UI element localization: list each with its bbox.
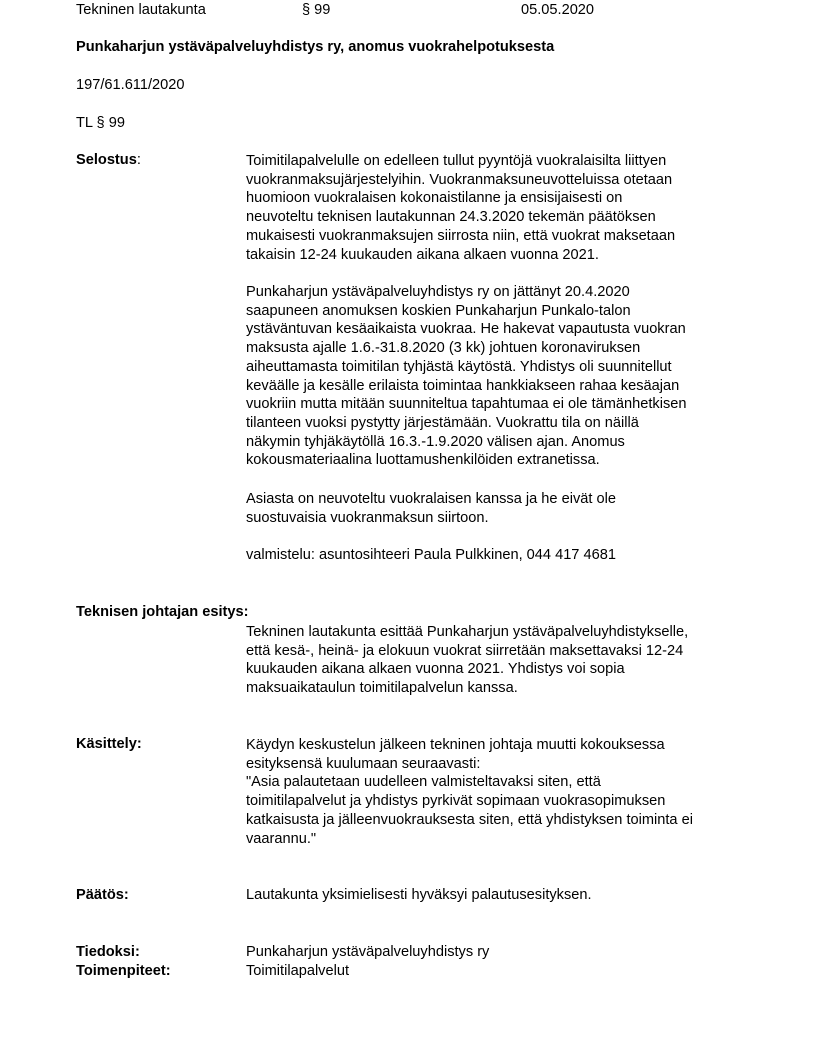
text-line: näkymin tyhjäkäytöllä 16.3.-1.9.2020 välisen ajan. Anomus (246, 433, 625, 450)
board-name: Tekninen lautakunta (76, 2, 206, 18)
text-line: suostuvaisia vuokranmaksun siirtoon. (246, 509, 489, 526)
section-reference: TL § 99 (76, 115, 125, 131)
text-line: Tekninen lautakunta esittää Punkaharjun ystäväpalveluyhdistykselle, (246, 624, 689, 640)
text-line: mukaisesti vuokranmaksujen siirrosta niin, että vuokrat maksetaan (246, 227, 676, 244)
text-line: kokousmateriaalina luottamushenkilöiden extranetissa. (246, 452, 600, 469)
paatos-heading: Päätös: (76, 887, 129, 903)
selostus-heading: Selostus: (76, 152, 141, 168)
paatos-text: Lautakunta yksimielisesti hyväksyi palautusesityksen. (246, 887, 592, 903)
selostus-paragraph-3 (246, 490, 766, 527)
text-line: Toimitilapalvelulle on edelleen tullut pyyntöjä vuokralaisilta liittyen (246, 153, 667, 169)
toimenpiteet-text: Toimitilapalvelut (246, 963, 350, 979)
document-title: Punkaharjun ystäväpalveluyhdistys ry, anomus vuokrahelpotuksesta (76, 39, 555, 55)
text-line: vuokriin mutta mitään suunniteltua tapahtumaa ei ole tämänhetkisen (246, 396, 687, 413)
meeting-date: 05.05.2020 (521, 2, 595, 18)
kasittely-text (246, 736, 766, 848)
text-line: aiheuttamasta toimitilan tyhjästä käytöstä. Yhdistys oli suunnitellut (246, 358, 672, 375)
reference-number: 197/61.611/2020 (76, 77, 185, 93)
quote-line: vaarannu." (246, 830, 317, 847)
text-line: kuukauden aikana alkaen vuonna 2021. Yhdistys voi sopia (246, 661, 625, 678)
text-line: huomioon vuokralaisen kokonaistilanne ja ensisijaisesti on (246, 190, 623, 207)
quote-line: "Asia palautetaan uudelleen valmisteltavaksi siten, että (246, 774, 601, 791)
tiedoksi-text: Punkaharjun ystäväpalveluyhdistys ry (246, 944, 490, 960)
text-line: ystäväntuvan kesäaikaista vuokraa. He hakevat vapautusta vuokran (246, 321, 686, 338)
text-line: että kesä-, heinä- ja elokuun vuokrat siirretään maksettavaksi 12-24 (246, 642, 684, 659)
quote-line: katkaisusta ja jälleenvuokrauksesta siten, että yhdistyksen toiminta ei (246, 811, 693, 828)
preparer-line (246, 546, 766, 565)
text-line: takaisin 12-24 kuukauden aikana alkaen vuonna 2021. (246, 246, 599, 263)
esitys-text (246, 623, 766, 698)
text-line: Punkaharjun ystäväpalveluyhdistys ry on jättänyt 20.4.2020 (246, 284, 630, 300)
text-line: keväälle ja kesälle erilaista toimintaa hankkiakseen rahaa kesäajan (246, 377, 680, 394)
text-line: tilanteen vuoksi pystytty järjestämään. Vuokrattu tila on näillä (246, 414, 639, 431)
selostus-paragraph-1 (246, 152, 766, 264)
text-line: saapuneen anomuksen koskien Punkaharjun Punkalo-talon (246, 302, 631, 319)
tiedoksi-heading: Tiedoksi: (76, 944, 140, 960)
text-line: neuvoteltu teknisen lautakunnan 24.3.2020 tekemän päätöksen (246, 209, 656, 226)
text-line: Asiasta on neuvoteltu vuokralaisen kanssa ja he eivät ole (246, 491, 616, 507)
selostus-paragraph-2 (246, 283, 766, 470)
text-line: valmistelu: asuntosihteeri Paula Pulkkinen, 044 417 4681 (246, 547, 616, 563)
toimenpiteet-heading: Toimenpiteet: (76, 963, 171, 979)
text-line: Käydyn keskustelun jälkeen tekninen johtaja muutti kokouksessa (246, 737, 665, 753)
text-line: esityksensä kuulumaan seuraavasti: (246, 755, 481, 772)
text-line: maksusta ajalle 1.6.-31.8.2020 (3 kk) johtuen koronaviruksen (246, 340, 641, 357)
quote-line: toimitilapalvelut ja yhdistys pyrkivät sopimaan vuokrasopimuksen (246, 793, 666, 810)
kasittely-heading: Käsittely: (76, 736, 142, 752)
text-line: maksuaikataulun toimitilapalvelun kanssa. (246, 680, 518, 697)
section-number: § 99 (302, 2, 331, 18)
text-line: vuokranmaksujärjestelyihin. Vuokranmaksuneuvotteluissa otetaan (246, 171, 673, 188)
esitys-heading: Teknisen johtajan esitys: (76, 604, 249, 620)
